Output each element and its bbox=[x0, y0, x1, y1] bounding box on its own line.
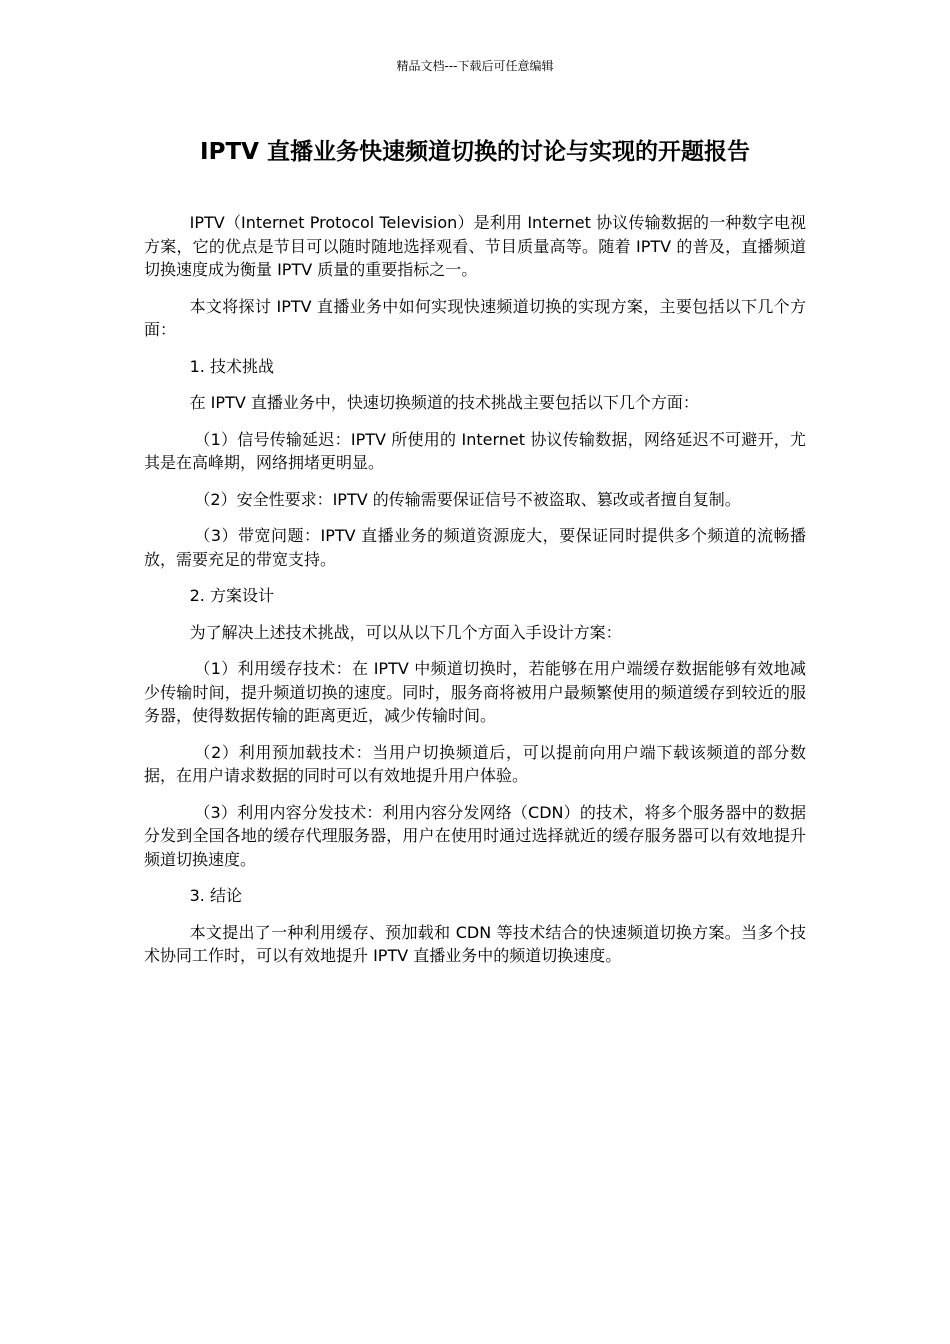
section-heading-design: 2. 方案设计 bbox=[189, 586, 274, 605]
design-intro-paragraph: 为了解决上述技术挑战，可以从以下几个方面入手设计方案： bbox=[189, 622, 622, 642]
design-item-cache: （1）利用缓存技术：在 IPTV 中频道切换时，若能够在用户端缓存数据能够有效地减少传输时间，提升频道切换的速度。同时，服务商将被用户最频繁使用的频道缓存到较近的服务器，使得数据传输的距离更近，减少传输时间。 bbox=[144, 659, 806, 725]
challenge-item-security: （2）安全性要求：IPTV 的传输需要保证信号不被盗取、篡改或者擅自复制。 bbox=[194, 489, 741, 509]
scope-paragraph: 本文将探讨 IPTV 直播业务中如何实现快速频道切换的实现方案，主要包括以下几个方面： bbox=[144, 296, 806, 339]
document-title: IPTV 直播业务快速频道切换的讨论与实现的开题报告 bbox=[200, 139, 750, 165]
header-note: 精品文档---下载后可任意编辑 bbox=[396, 59, 554, 73]
section-heading-conclusion: 3. 结论 bbox=[189, 886, 242, 905]
design-item-preload: （2）利用预加载技术：当用户切换频道后，可以提前向用户端下载该频道的部分数据，在用户请求数据的同时可以有效地提升用户体验。 bbox=[144, 742, 806, 785]
document-body bbox=[144, 211, 806, 981]
challenges-intro-paragraph: 在 IPTV 直播业务中，快速切换频道的技术挑战主要包括以下几个方面： bbox=[189, 393, 699, 412]
conclusion-paragraph: 本文提出了一种利用缓存、预加载和 CDN 等技术结合的快速频道切换方案。当多个技术协同工作时，可以有效地提升 IPTV 直播业务中的频道切换速度。 bbox=[144, 922, 806, 965]
section-heading-challenges: 1. 技术挑战 bbox=[189, 356, 274, 376]
challenge-item-bandwidth: （3）带宽问题：IPTV 直播业务的频道资源庞大，要保证同时提供多个频道的流畅播放，需要充足的带宽支持。 bbox=[144, 526, 806, 569]
design-item-cdn: （3）利用内容分发技术：利用内容分发网络（CDN）的技术，将多个服务器中的数据分发到全国各地的缓存代理服务器，用户在使用时通过选择就近的缓存服务器可以有效地提升频道切换速度。 bbox=[144, 802, 806, 869]
challenge-item-latency: （1）信号传输延迟：IPTV 所使用的 Internet 协议传输数据，网络延迟不可避开，尤其是在高峰期，网络拥堵更明显。 bbox=[144, 429, 806, 472]
intro-paragraph: IPTV（Internet Protocol Television）是利用 Internet 协议传输数据的一种数字电视方案，它的优点是节目可以随时随地选择观看、节目质量高等。随着 IPTV 的普及，直播频道切换速度成为衡量 IPTV 质量的重要指标之一。 bbox=[144, 213, 806, 279]
